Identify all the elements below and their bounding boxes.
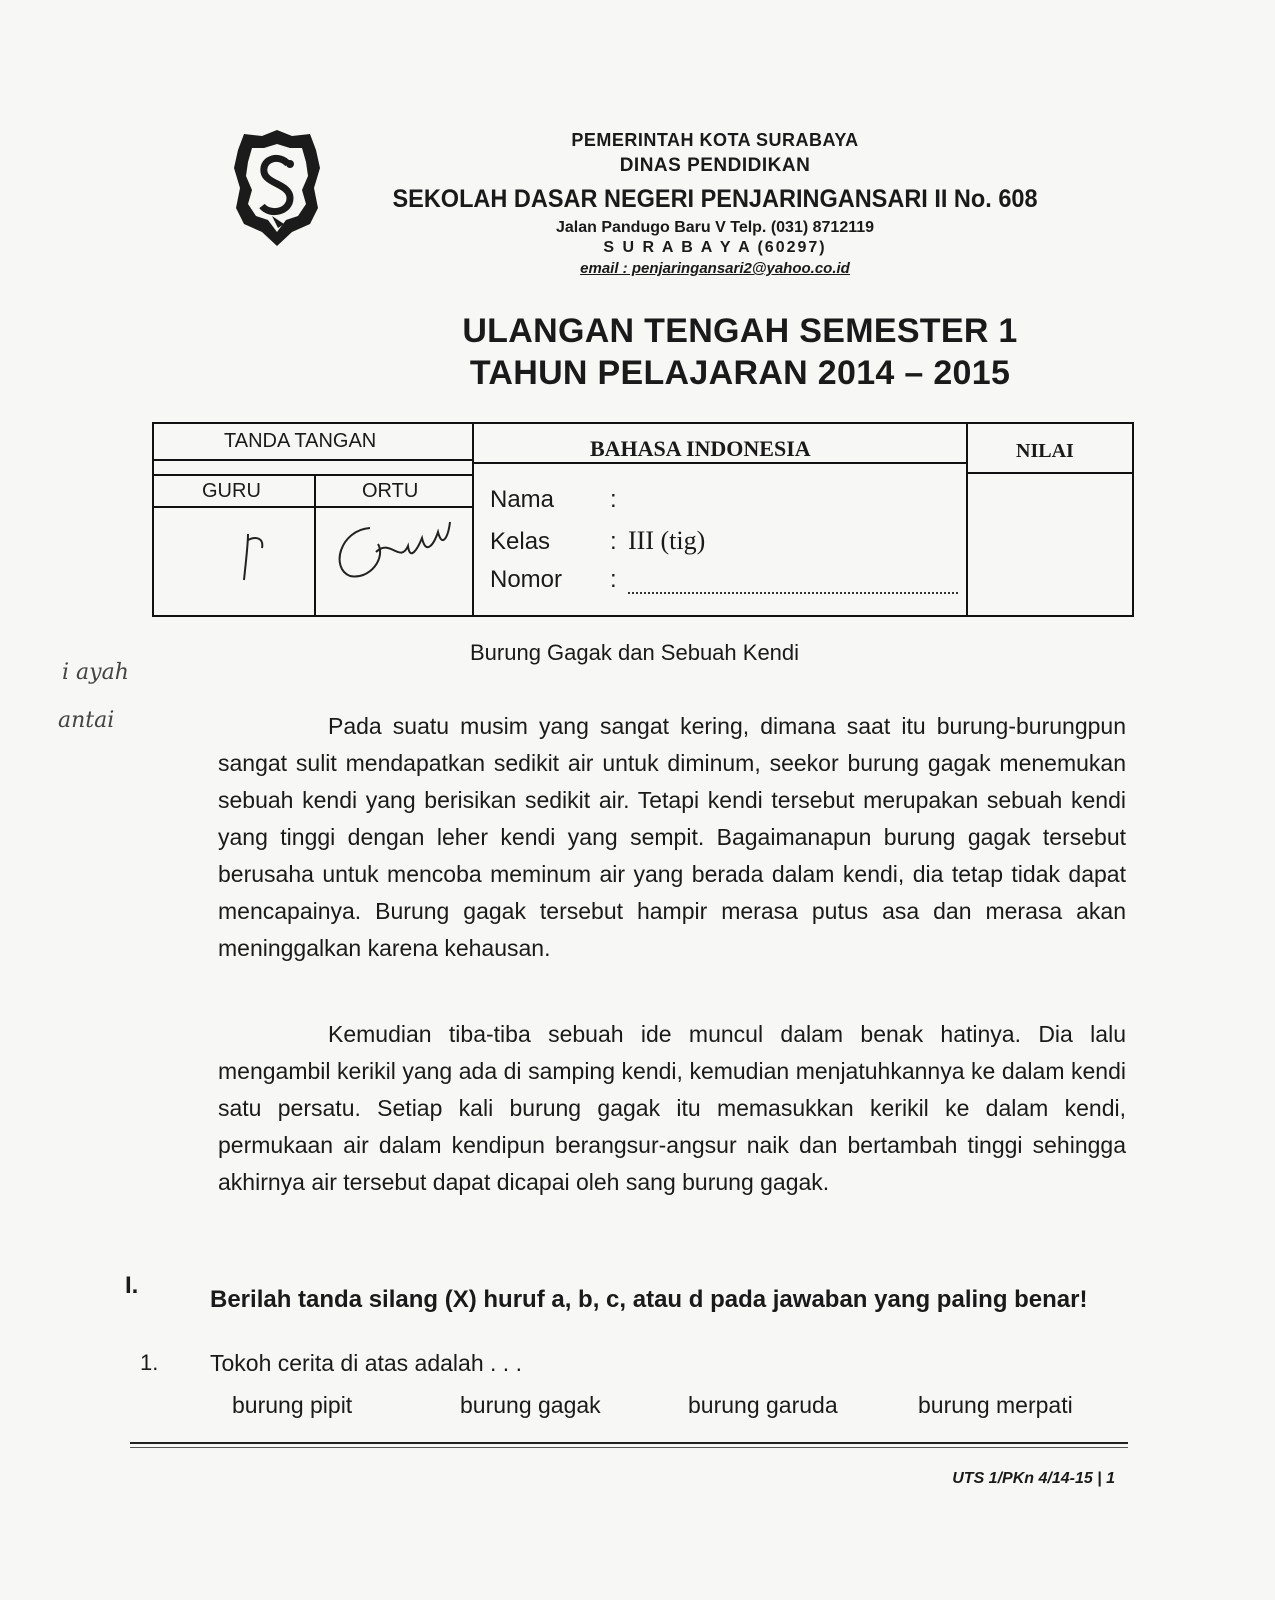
teacher-signature xyxy=(224,520,294,590)
answer-option: burung pipit xyxy=(232,1392,353,1418)
department-name: DINAS PENDIDIKAN xyxy=(619,155,811,176)
story-title: Burung Gagak dan Sebuah Kendi xyxy=(470,640,800,665)
class-colon: : xyxy=(610,528,617,555)
school-name: SEKOLAH DASAR NEGERI PENJARINGANSARI II No. 608 xyxy=(392,185,1038,213)
footer-divider xyxy=(130,1442,1128,1444)
margin-note: antai xyxy=(58,708,115,733)
school-email: email : penjaringansari2@yahoo.co.id xyxy=(580,260,850,277)
name-colon: : xyxy=(610,486,617,513)
answer-option: burung merpati xyxy=(918,1392,1073,1418)
question-number: 1. xyxy=(140,1350,159,1375)
number-colon: : xyxy=(610,566,617,593)
answer-option: burung garuda xyxy=(688,1392,838,1418)
teacher-label: GURU xyxy=(202,480,261,502)
page-code: UTS 1/PKn 4/14-15 | 1 xyxy=(952,1470,1115,1487)
school-city: S U R A B A Y A (60297) xyxy=(603,239,827,256)
school-address: Jalan Pandugo Baru V Telp. (031) 8712119 xyxy=(555,219,875,236)
question-text: Tokoh cerita di atas adalah . . . xyxy=(210,1350,522,1376)
parent-label: ORTU xyxy=(362,480,419,502)
story-paragraph: Kemudian tiba-tiba sebuah ide muncul dalam benak hatinya. Dia lalu mengambil kerikil yang ada di samping kendi, kemudian menjatuhkannya ke dalam kendi satu persatu. Setiap kali burung gagak itu memasukkan kerikil ke dalam kendi, permukaan air dalam kendipun berangsur-angsur naik dan bertambah tinggi sehingga akhirnya air tersebut dapat dicapai oleh sang burung gagak. xyxy=(218,1021,1126,1195)
name-field xyxy=(490,486,628,514)
footer-divider xyxy=(130,1447,1128,1448)
answer-option: burung gagak xyxy=(460,1392,601,1418)
margin-note: i ayah xyxy=(62,660,129,685)
number-blank-line xyxy=(628,574,958,594)
section-numeral: I. xyxy=(125,1272,139,1299)
number-field xyxy=(490,566,958,594)
class-value: III (tig) xyxy=(628,526,706,555)
name-label: Nama xyxy=(490,486,555,513)
academic-year: TAHUN PELAJARAN 2014 – 2015 xyxy=(469,354,1011,392)
story-paragraph: Pada suatu musim yang sangat kering, dimana saat itu burung-burungpun sangat sulit mendapatkan sedikit air untuk diminum, seekor burung gagak menemukan sebuah kendi yang berisikan sedikit air. Tetapi kendi tersebut merupakan sebuah kendi yang tinggi dengan leher kendi yang sempit. Bagaimanapun burung gagak tersebut berusaha untuk mencoba meminum air yang berada dalam kendi, dia tetap tidak dapat mencapainya. Burung gagak tersebut hampir merasa putus asa dan merasa akan meninggalkan karena kehausan. xyxy=(218,713,1126,961)
gov-name: PEMERINTAH KOTA SURABAYA xyxy=(571,130,859,150)
class-label: Kelas xyxy=(490,528,551,555)
signature-header: TANDA TANGAN xyxy=(224,430,377,452)
surabaya-emblem-logo xyxy=(232,128,322,248)
subject-name: BAHASA INDONESIA xyxy=(590,436,811,461)
exam-title: ULANGAN TENGAH SEMESTER 1 xyxy=(462,312,1018,350)
section-instruction: Berilah tanda silang (X) huruf a, b, c, atau d pada jawaban yang paling benar! xyxy=(210,1286,1088,1313)
score-header: NILAI xyxy=(1016,440,1074,462)
class-field xyxy=(490,526,705,556)
parent-signature xyxy=(330,508,460,588)
number-label: Nomor xyxy=(490,566,563,593)
